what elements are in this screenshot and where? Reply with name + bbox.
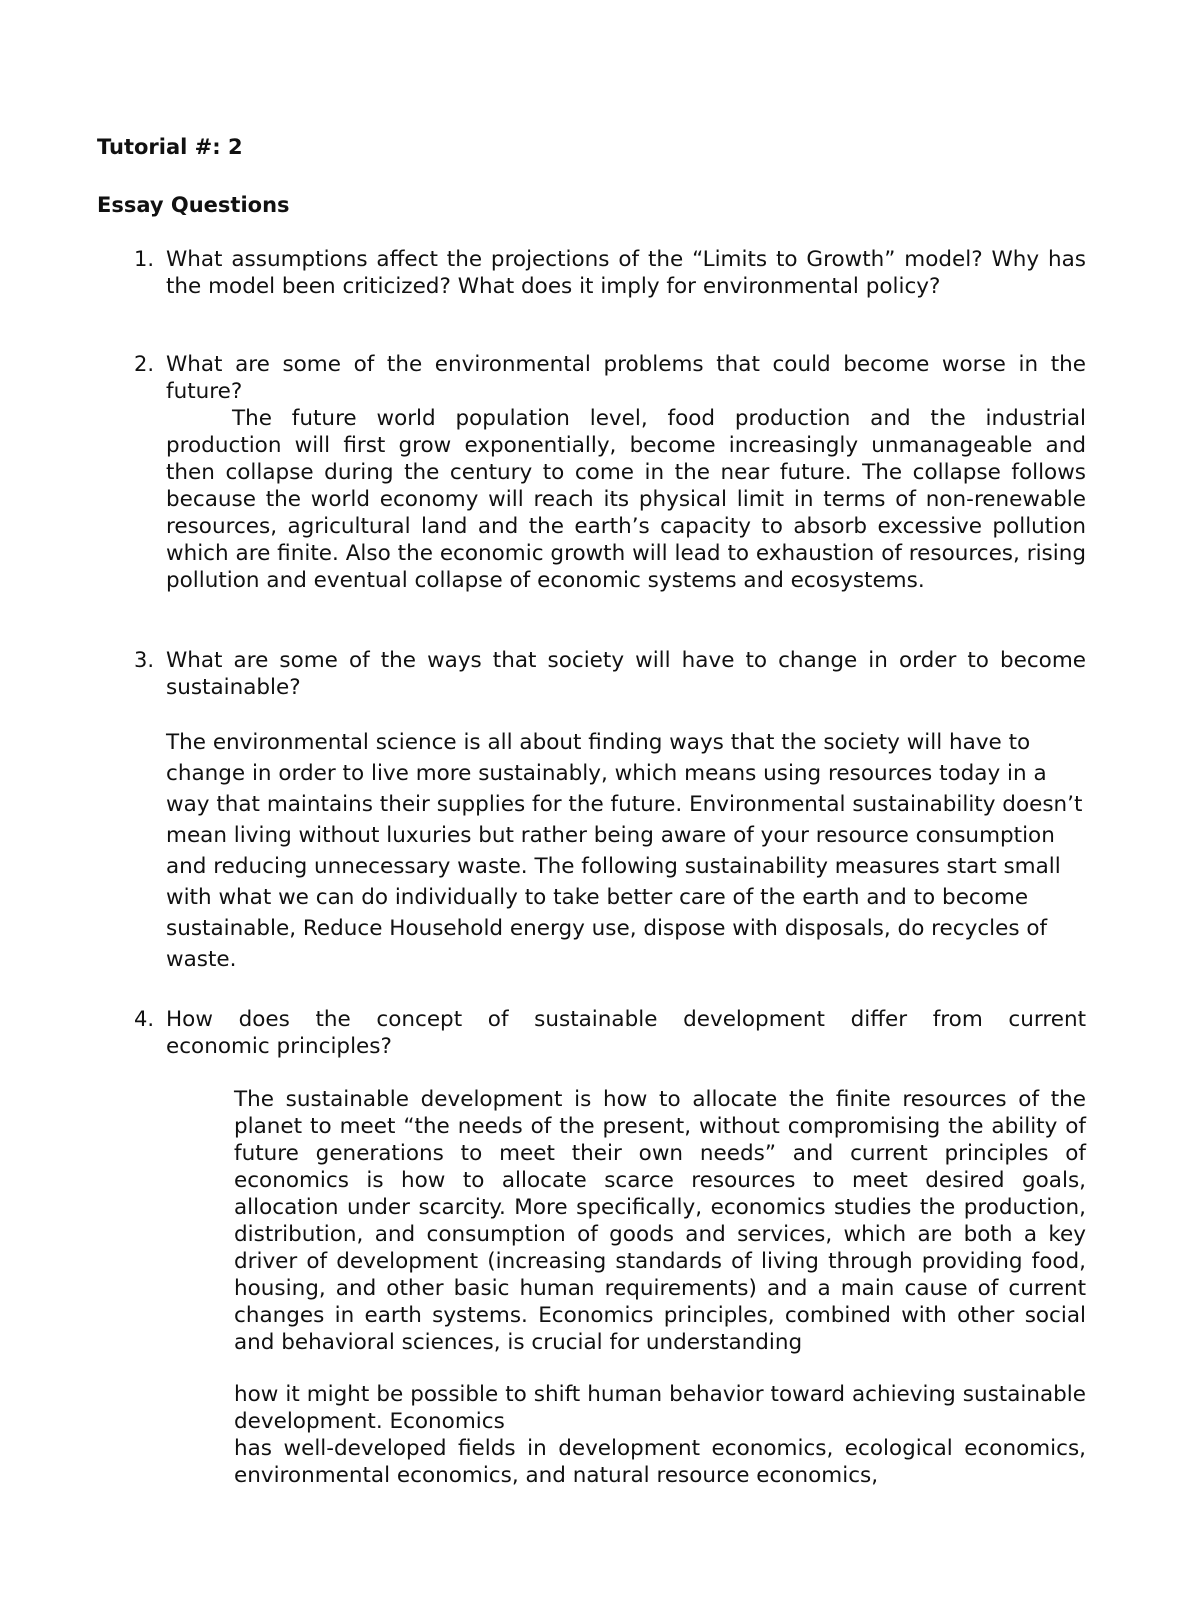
- question-text-line-2: economic principles?: [166, 1034, 392, 1059]
- question-text-line-1: How does the concept of sustainable development differ from current: [166, 1007, 1086, 1032]
- question-number: 2.: [133, 352, 154, 376]
- tutorial-title: Tutorial #: 2: [97, 135, 243, 159]
- answer-text: The sustainable development is how to allocate the finite resources of the planet to meet “the needs of the present, without compromising the ability of future generations to meet their own needs” and current principles of economics is how to allocate scarce resources to meet desired goals, allocation under scarcity. More specifically, economics studies the production, distribution, and consumption of goods and services, which are both a key driver of development (increasing standards of living through providing food, housing, and other basic human requirements) and a main cause of current changes in earth systems. Economics principles, combined with other social and behavioral sciences, is crucial for understanding: [234, 1087, 1086, 1355]
- question-text: What are some of the environmental problems that could become worse in the future?: [166, 352, 1086, 404]
- answer-text: The environmental science is all about finding ways that the society will have to change in order to live more sustainably, which means using resources today in a way that maintains their supplies for the future. Environmental sustainability doesn’t mean living without luxuries but rather being aware of your resource consumption and reducing unnecessary waste. The following sustainability measures start small with what we can do individually to take better care of the earth and to become sustainable, Reduce Household energy use, dispose with disposals, do recycles of waste.: [166, 730, 1083, 972]
- answer-text: The future world population level, food production and the industrial production will first grow exponentially, become increasingly unmanageable and then collapse during the century to come in the near future. The collapse follows because the world economy will reach its physical limit in terms of non-renewable resources, agricultural land and the earth’s capacity to absorb excessive pollution which are finite. Also the economic growth will lead to exhaustion of resources, rising pollution and eventual collapse of economic systems and ecosystems.: [166, 406, 1086, 593]
- question-number: 3.: [133, 648, 154, 672]
- essay-questions-heading: Essay Questions: [97, 193, 290, 217]
- question-text: What assumptions affect the projections of the “Limits to Growth” model? Why has the model been criticized? What does it imply for environmental policy?: [166, 247, 1086, 299]
- question-text: What are some of the ways that society will have to change in order to become sustainable?: [166, 648, 1086, 700]
- answer-text: has well-developed fields in development economics, ecological economics, environmental economics, and natural resource economics,: [234, 1436, 1086, 1488]
- question-number: 4.: [133, 1007, 154, 1031]
- question-number: 1.: [133, 247, 154, 271]
- answer-text: how it might be possible to shift human behavior toward achieving sustainable development. Economics: [234, 1382, 1086, 1434]
